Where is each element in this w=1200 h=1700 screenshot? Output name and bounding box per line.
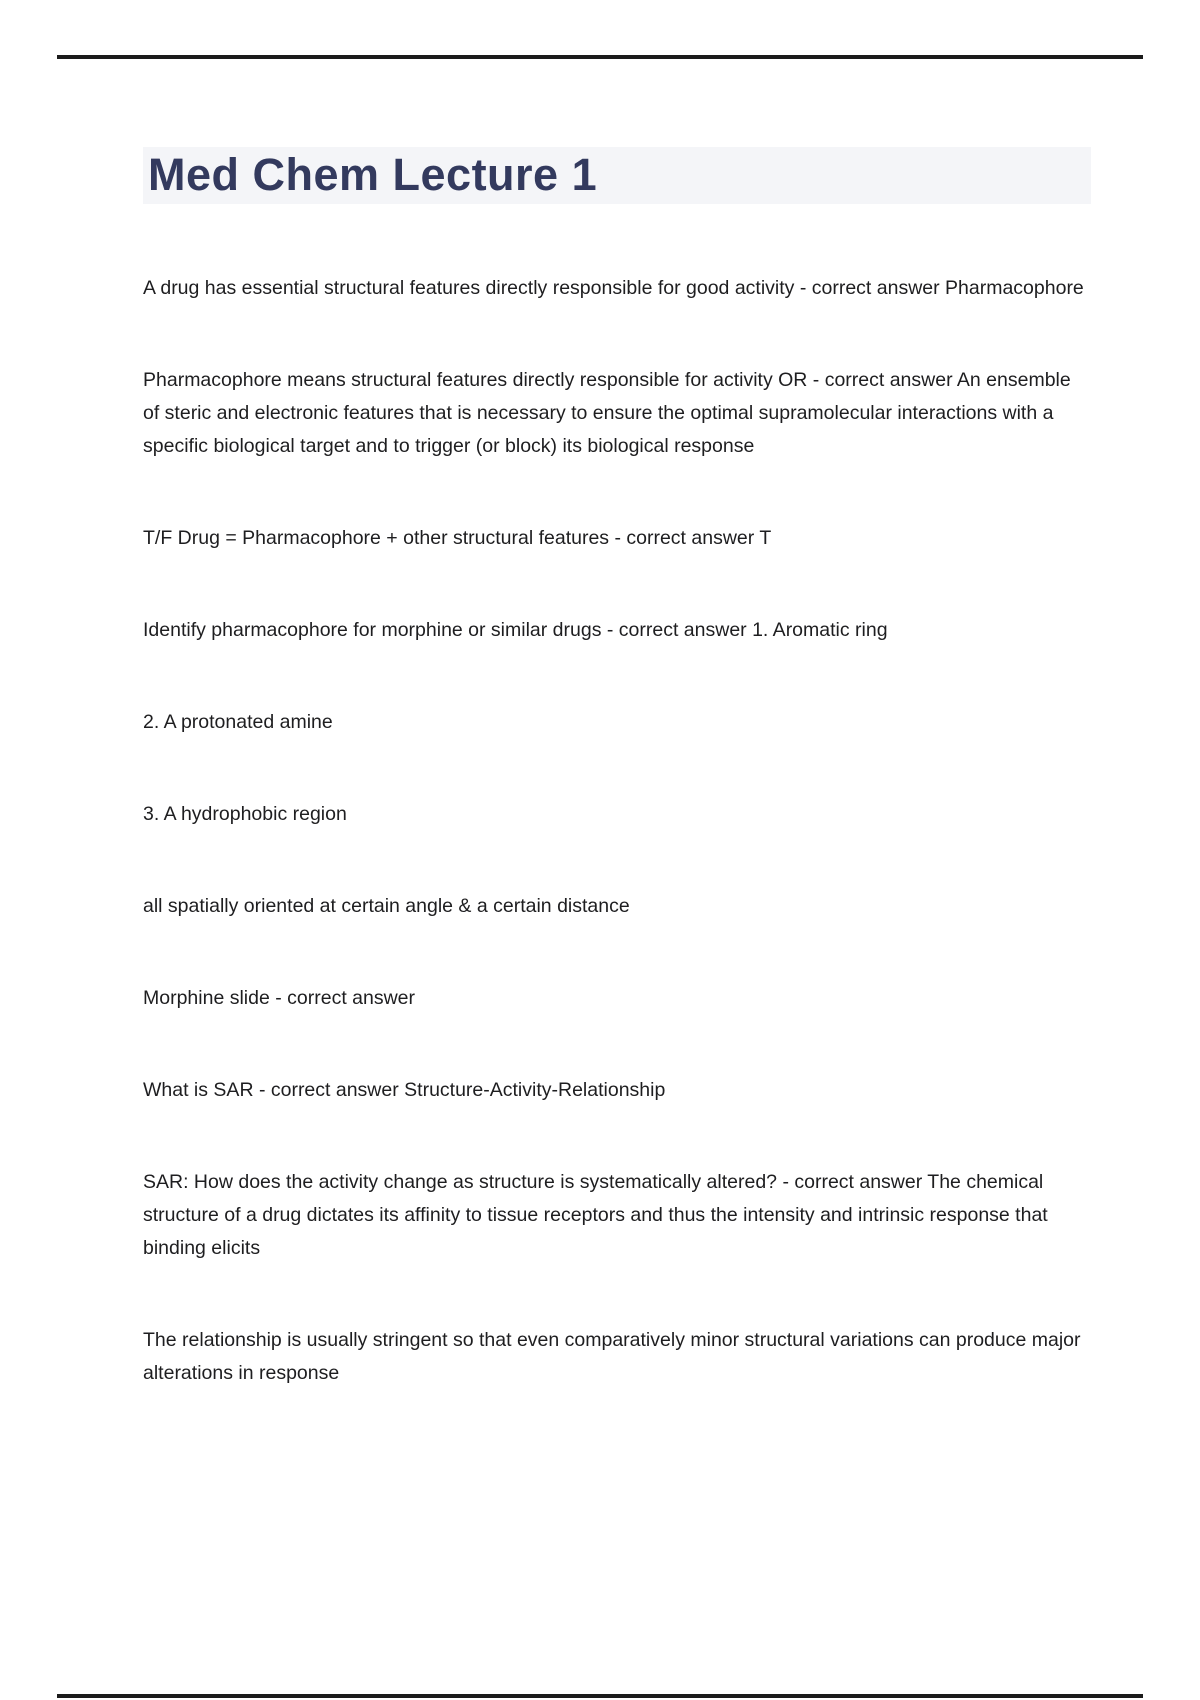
qa-paragraph: 2. A protonated amine [143,711,333,733]
qa-paragraph: A drug has essential structural features directly responsible for good activity - correct answer Pharmacophore [143,277,1084,299]
title-highlight [143,147,1091,204]
qa-paragraph: The relationship is usually stringent so that even comparatively minor structural variations can produce major alterations in response [143,1329,1081,1384]
document-page [143,147,1091,1449]
qa-paragraph: 3. A hydrophobic region [143,803,347,825]
top-rule [57,55,1143,59]
qa-paragraph: T/F Drug = Pharmacophore + other structural features - correct answer T [143,527,772,549]
qa-paragraph: What is SAR - correct answer Structure-Activity-Relationship [143,1079,666,1101]
qa-paragraph: all spatially oriented at certain angle & a certain distance [143,895,630,917]
qa-paragraph-list [143,272,1091,1390]
bottom-rule [57,1694,1143,1698]
qa-paragraph: Morphine slide - correct answer [143,987,416,1009]
page-title: Med Chem Lecture 1 [148,148,598,200]
qa-paragraph: Pharmacophore means structural features directly responsible for activity OR - correct answer An ensemble of steric and electronic features that is necessary to ensure the optimal supramolecular interactions with a specific biological target and to trigger (or block) its biological response [143,369,1071,457]
qa-paragraph: SAR: How does the activity change as structure is systematically altered? - correct answer The chemical structure of a drug dictates its affinity to tissue receptors and thus the intensity and intrinsic response that binding elicits [143,1171,1048,1259]
qa-paragraph: Identify pharmacophore for morphine or similar drugs - correct answer 1. Aromatic ring [143,619,888,641]
